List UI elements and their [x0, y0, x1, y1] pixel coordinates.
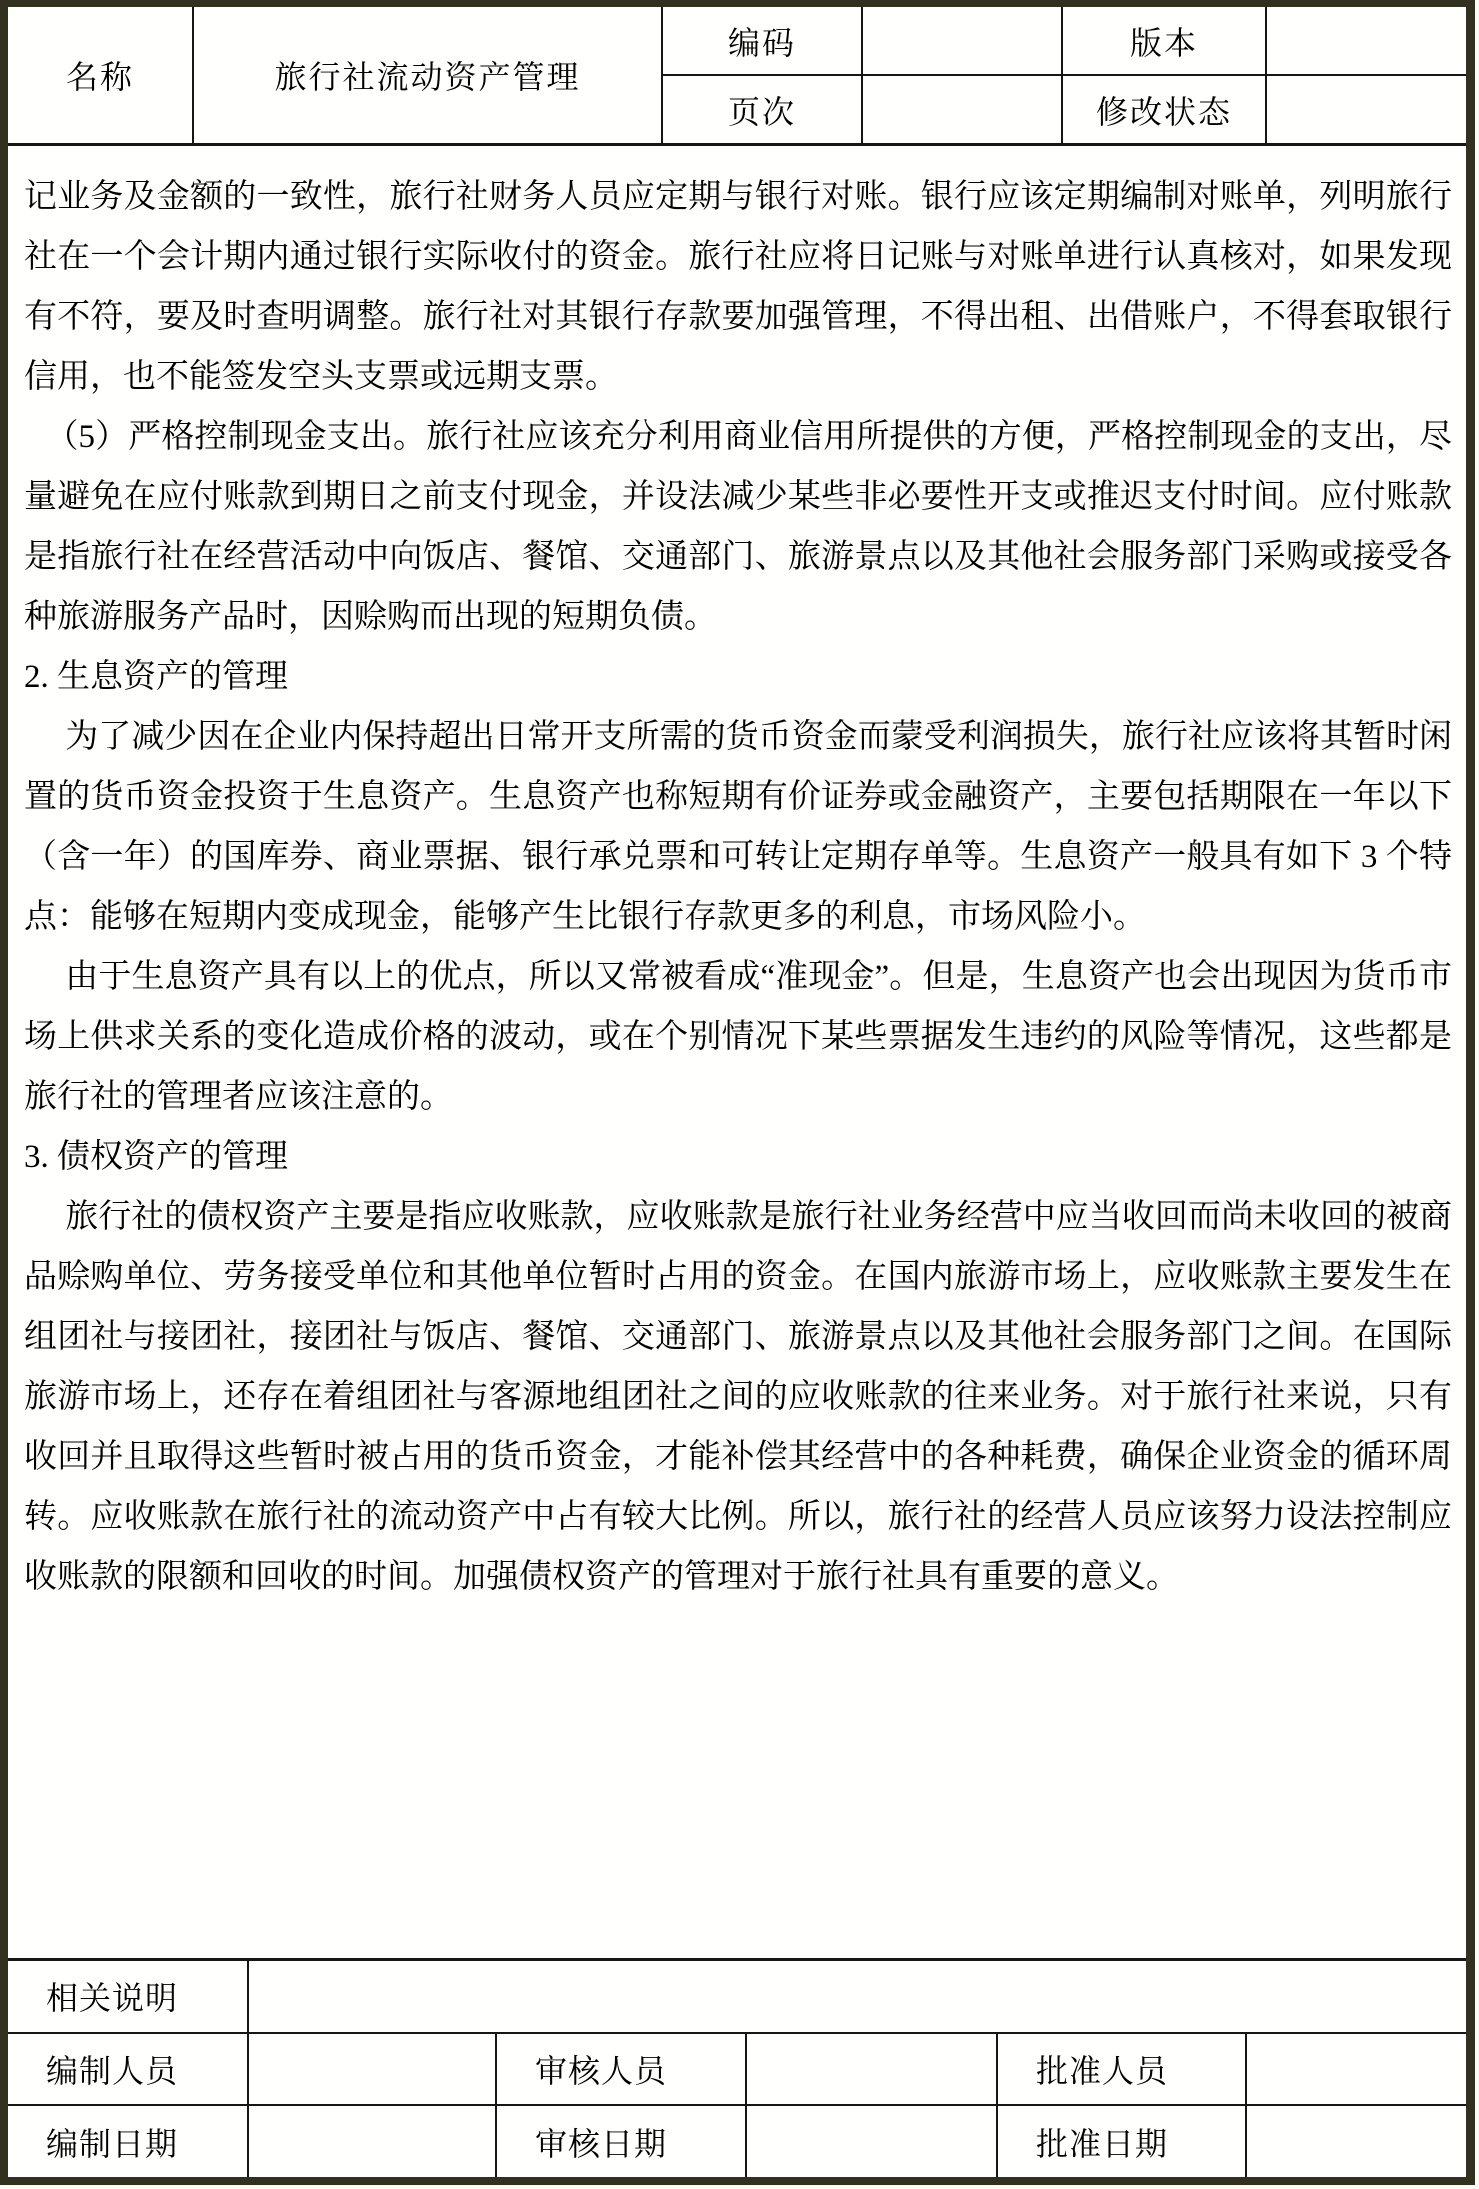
name-label: 名称 [65, 59, 134, 95]
revision-label-cell [1063, 76, 1267, 143]
personnel-row [8, 2034, 1466, 2107]
revision-label: 修改状态 [1095, 93, 1232, 130]
prepare-date-label: 编制日期 [46, 2125, 179, 2162]
prepare-date-label-cell [8, 2106, 249, 2177]
approver-label-cell [998, 2034, 1247, 2105]
approve-date-label: 批准日期 [1036, 2125, 1169, 2162]
notes-row [8, 1961, 1466, 2034]
notes-label: 相关说明 [46, 1980, 179, 2017]
paragraph-receivable-assets: 旅行社的债权资产主要是指应收账款，应收账款是旅行社业务经营中应当收回而尚未收回的被商品赊购单位、劳务接受单位和其他单位暂时占用的资金。在国内旅游市场上，应收账款主要发生在组团社与接团社，接团社与饭店、餐馆、交通部门、旅游景点以及其他社会服务部门之间。在国际旅游市场上，还存在着组团社与客源地组团社之间的应收账款的往来业务。对于旅行社来说，只有收回并且取得这些暂时被占用的货币资金，才能补偿其经营中的各种耗费，确保企业资金的循环周转。应收账款在旅行社的流动资产中占有较大比例。所以，旅行社的经营人员应该努力设法控制应收账款的限额和回收的时间。加强债权资产的管理对于旅行社具有重要的意义。 [24, 1199, 1452, 1595]
page-value-cell [863, 76, 1063, 143]
paragraph-interest-assets-2: 由于生息资产具有以上的优点，所以又常被看成“准现金”。但是，生息资产也会出现因为货币市场上供求关系的变化造成价格的波动，或在个别情况下某些票据发生违约的风险等情况，这些都是旅行社的管理者应该注意的。 [24, 959, 1452, 1115]
header-row-top [663, 7, 1466, 76]
approve-date-label-cell [998, 2106, 1247, 2177]
date-row [8, 2106, 1466, 2177]
page-label-cell [663, 76, 863, 143]
header-row-bottom [663, 76, 1466, 143]
reviewer-value-cell [747, 2034, 998, 2105]
approver-label: 批准人员 [1036, 2053, 1169, 2089]
reviewer-label: 审核人员 [535, 2053, 668, 2089]
heading-interest-assets: 2. 生息资产的管理 [24, 659, 288, 695]
reviewer-label-cell [497, 2034, 747, 2105]
approve-date-value-cell [1247, 2106, 1466, 2177]
paragraph-cash-control: （5）严格控制现金支出。旅行社应该充分利用商业信用所提供的方便，严格控制现金的支出，尽量避免在应付账款到期日之前支付现金，并设法减少某些非必要性开支或推迟支付时间。应付账款是指旅行社在经营活动中向饭店、餐馆、交通部门、旅游景点以及其他社会服务部门采购或接受各种旅游服务产品时，因赊购而出现的短期负债。 [24, 419, 1452, 635]
header-table [8, 7, 1466, 146]
preparer-label: 编制人员 [46, 2053, 179, 2089]
document-title: 旅行社流动资产管理 [274, 59, 581, 95]
footer-table [8, 1958, 1466, 2177]
paragraph-bank-reconciliation: 记业务及金额的一致性，旅行社财务人员应定期与银行对账。银行应该定期编制对账单，列明旅行社在一个会计期内通过银行实际收付的资金。旅行社应将日记账与对账单进行认真核对，如果发现有不符，要及时查明调整。旅行社对其银行存款要加强管理，不得出租、出借账户，不得套取银行信用，也不能签发空头支票或远期支票。 [24, 179, 1452, 395]
code-label: 编码 [727, 24, 796, 61]
notes-value-cell [249, 1961, 1466, 2032]
code-label-cell [663, 7, 863, 74]
revision-value-cell [1267, 76, 1466, 143]
review-date-label-cell [497, 2106, 747, 2177]
version-label-cell [1063, 7, 1267, 74]
page-label: 页次 [727, 93, 796, 130]
prepare-date-value-cell [249, 2106, 497, 2177]
approver-value-cell [1247, 2034, 1466, 2105]
version-label: 版本 [1129, 24, 1198, 61]
document-body [8, 146, 1466, 1961]
notes-label-cell [8, 1961, 249, 2032]
review-date-label: 审核日期 [535, 2125, 668, 2162]
version-value-cell [1267, 7, 1466, 74]
name-label-cell [8, 7, 194, 143]
preparer-value-cell [249, 2034, 497, 2105]
header-right-grid [663, 7, 1466, 143]
paragraph-interest-assets-1: 为了减少因在企业内保持超出日常开支所需的货币资金而蒙受利润损失，旅行社应该将其暂时闲置的货币资金投资于生息资产。生息资产也称短期有价证券或金融资产，主要包括期限在一年以下（含一年）的国库券、商业票据、银行承兑票和可转让定期存单等。生息资产一般具有如下 3 个特点：能够在短期内变成现金，能够产生比银行存款更多的利息，市场风险小。 [24, 719, 1452, 935]
preparer-label-cell [8, 2034, 249, 2105]
heading-receivable-assets: 3. 债权资产的管理 [24, 1139, 288, 1175]
review-date-value-cell [747, 2106, 998, 2177]
document-title-cell [194, 7, 663, 143]
code-value-cell [863, 7, 1063, 74]
